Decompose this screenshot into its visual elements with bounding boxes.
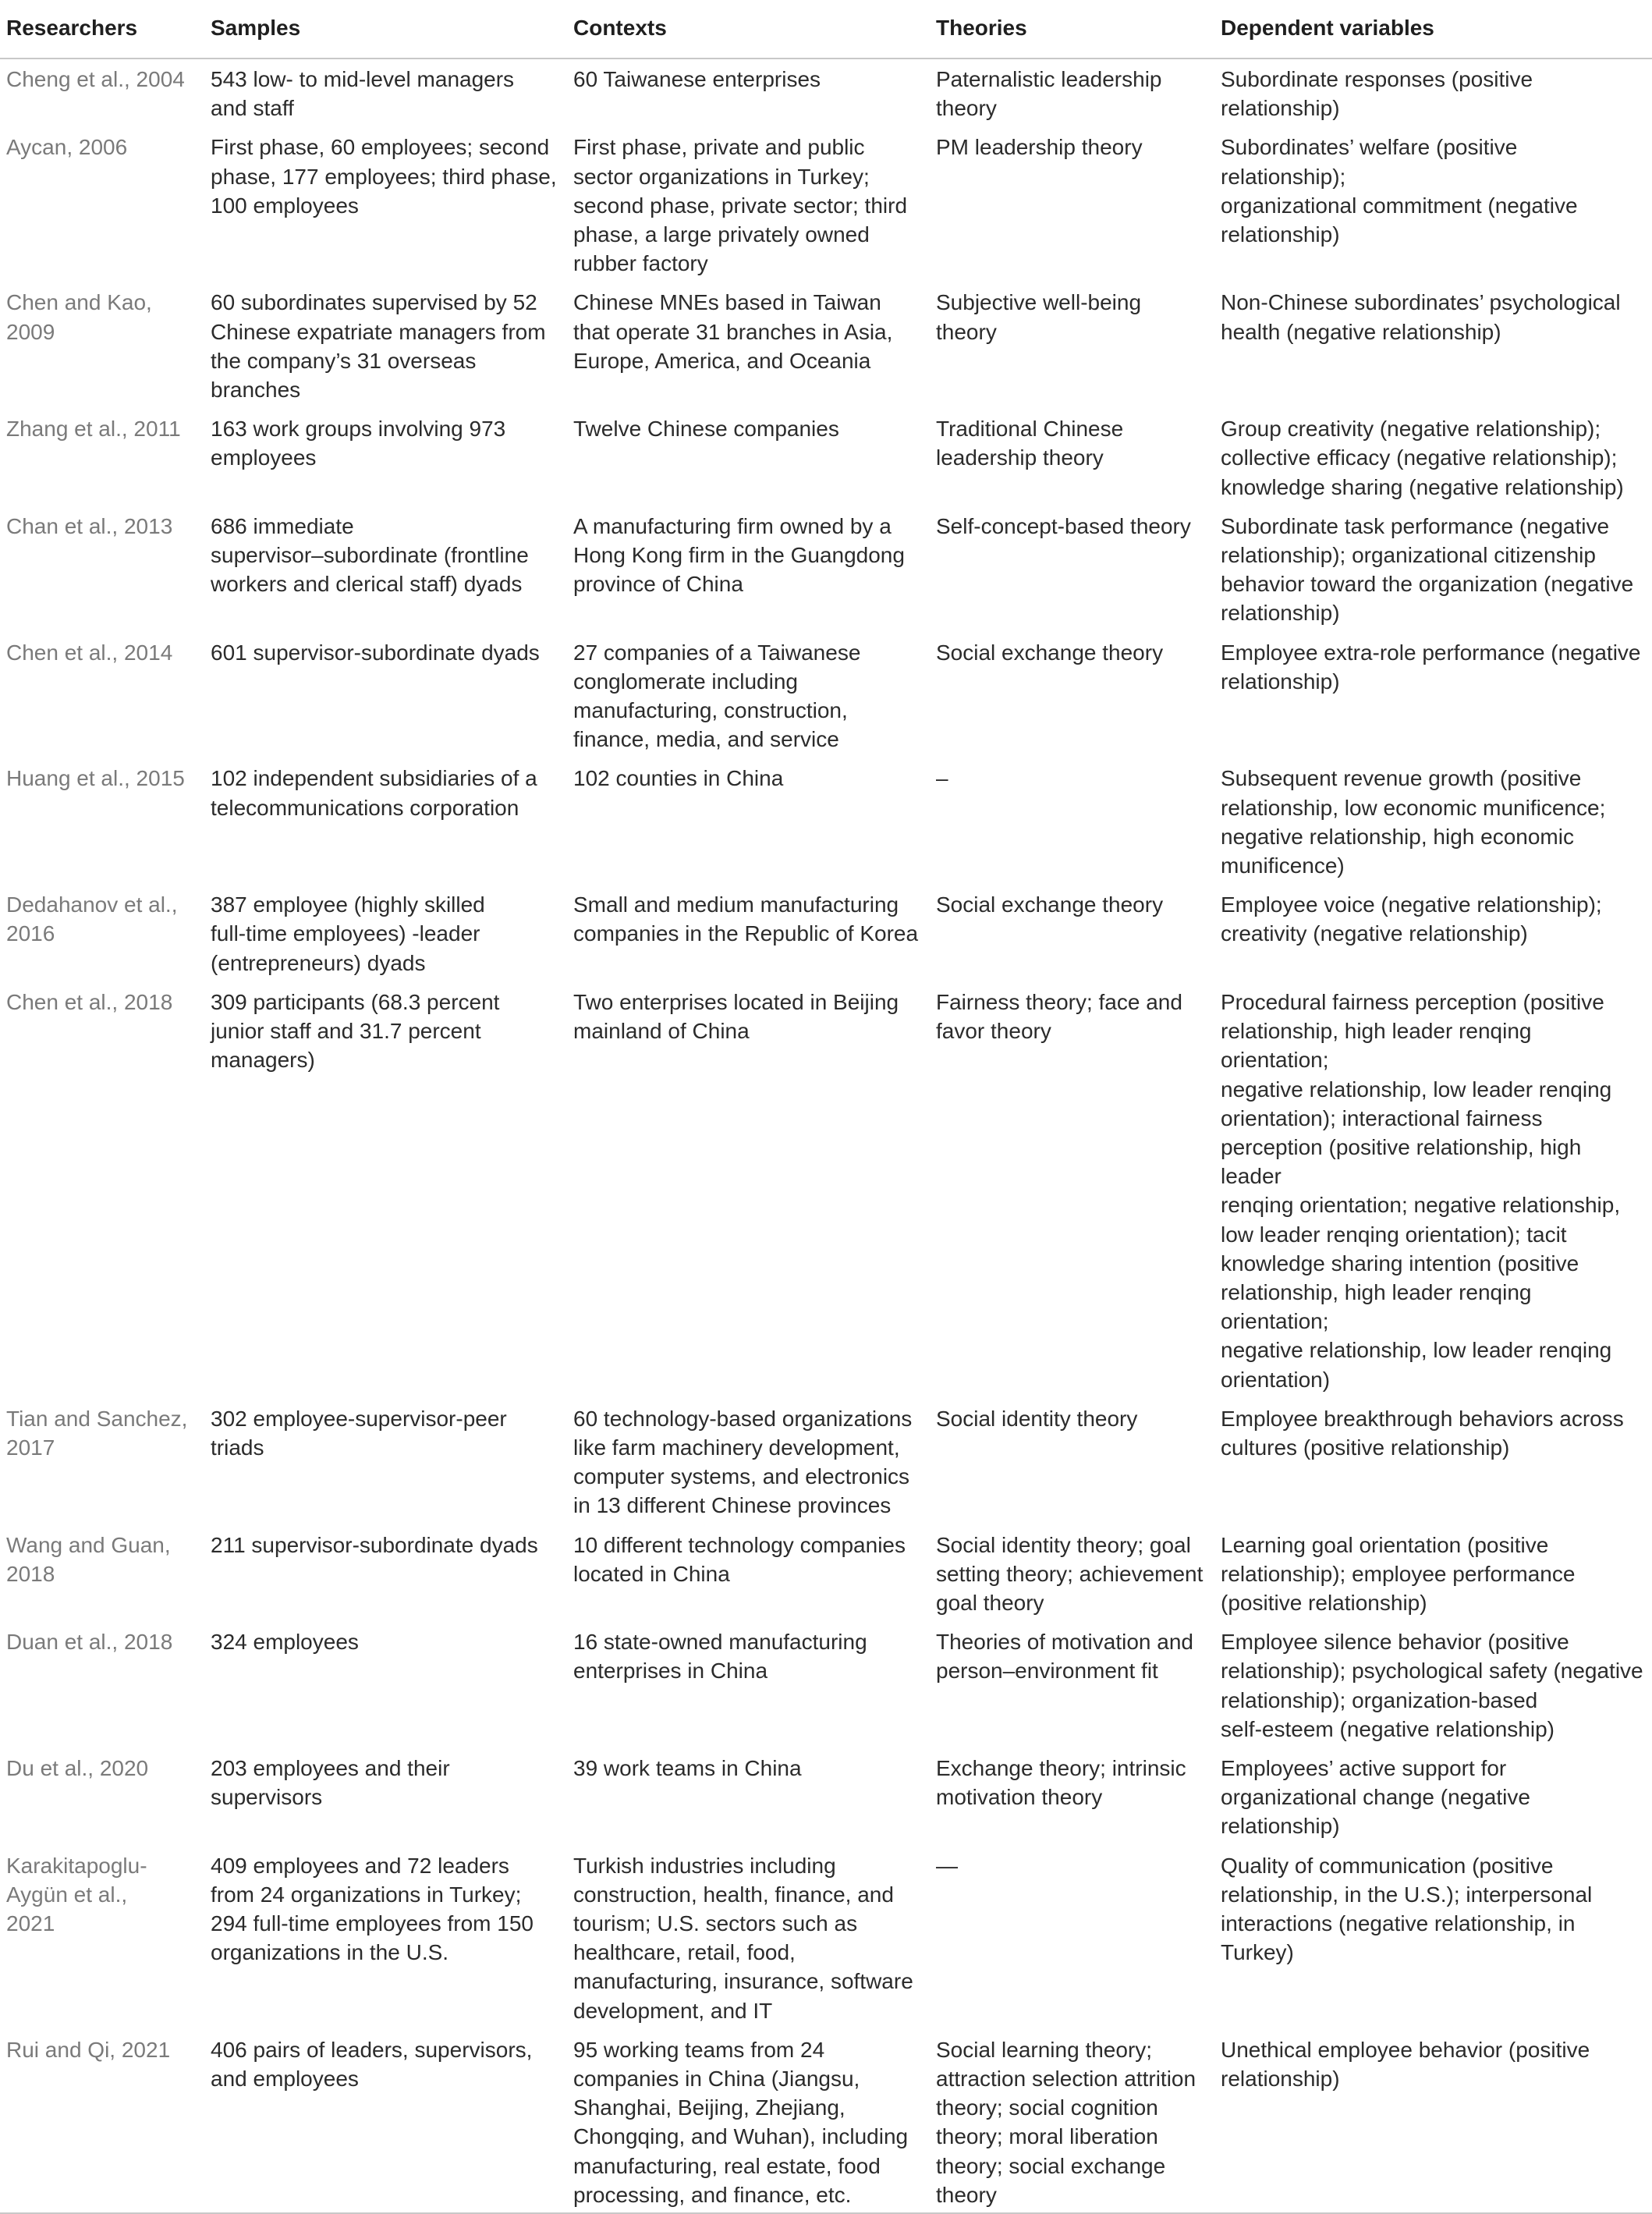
header-theories: Theories bbox=[930, 0, 1214, 59]
researchers-cell: Duan et al., 2018 bbox=[6, 1630, 173, 1655]
theories-cell: Traditional Chinese leadership theory bbox=[936, 417, 1124, 470]
header-researchers: Researchers bbox=[0, 0, 204, 59]
contexts-cell: Twelve Chinese companies bbox=[573, 417, 839, 442]
theories-cell: Theories of motivation and person–environment fit bbox=[936, 1630, 1193, 1684]
dependent-variables-cell: Group creativity (negative relationship); collective efficacy (negative relationship); knowledge sharing (negative relationship) bbox=[1221, 417, 1624, 499]
contexts-cell: 60 technology-based organizations like farm machinery development, computer systems, and electronics in 13 different Chinese provinces bbox=[573, 1406, 913, 1518]
samples-cell: 309 participants (68.3 percent junior staff and 31.7 percent managers) bbox=[211, 989, 500, 1073]
researchers-cell: Chen and Kao, 2009 bbox=[6, 290, 152, 344]
dependent-variables-cell: Quality of communication (positive relationship, in the U.S.); interpersonal interactions (negative relationship, in Turkey) bbox=[1221, 1853, 1593, 1965]
dependent-variables-cell: Non-Chinese subordinates’ psychological health (negative relationship) bbox=[1221, 290, 1621, 344]
theories-cell: Social exchange theory bbox=[936, 892, 1164, 917]
samples-cell: First phase, 60 employees; second phase, 177 employees; third phase, 100 employees bbox=[211, 135, 557, 218]
theories-cell: Paternalistic leadership theory bbox=[936, 67, 1162, 121]
researchers-cell: Chen et al., 2018 bbox=[6, 989, 173, 1014]
contexts-cell: Two enterprises located in Beijing mainland of China bbox=[573, 989, 899, 1044]
table-row bbox=[0, 758, 1652, 885]
table-row bbox=[0, 1622, 1652, 1748]
table-row bbox=[0, 982, 1652, 1399]
dependent-variables-cell: Employee breakthrough behaviors across cultures (positive relationship) bbox=[1221, 1406, 1624, 1460]
researchers-cell: Wang and Guan, 2018 bbox=[6, 1532, 171, 1586]
researchers-cell: Karakitapoglu- Aygün et al., 2021 bbox=[6, 1853, 147, 1935]
table-row bbox=[0, 409, 1652, 506]
table-row bbox=[0, 1399, 1652, 1525]
researchers-cell: Dedahanov et al., 2016 bbox=[6, 892, 178, 946]
researchers-cell: Aycan, 2006 bbox=[6, 135, 128, 160]
dependent-variables-cell: Subordinate task performance (negative relationship); organizational citizenship behavior toward the organization (negative relationship) bbox=[1221, 513, 1634, 626]
table-row bbox=[0, 506, 1652, 633]
researchers-cell: Du et al., 2020 bbox=[6, 1755, 149, 1780]
header-dependent-variables: Dependent variables bbox=[1214, 0, 1652, 59]
table-row bbox=[0, 885, 1652, 982]
samples-cell: 387 employee (highly skilled full-time employees) -leader (entrepreneurs) dyads bbox=[211, 892, 485, 975]
contexts-cell: 27 companies of a Taiwanese conglomerate including manufacturing, construction, finance, media, and service bbox=[573, 640, 861, 752]
theories-cell: Social learning theory; attraction selection attrition theory; social cognition theory; moral liberation theory; social exchange theory bbox=[930, 2030, 1214, 2213]
contexts-cell: Chinese MNEs based in Taiwan that operate 31 branches in Asia, Europe, America, and Oceania bbox=[573, 290, 893, 373]
contexts-cell: Small and medium manufacturing companies in the Republic of Korea bbox=[573, 892, 919, 946]
researchers-cell: Zhang et al., 2011 bbox=[6, 417, 181, 442]
table-row bbox=[0, 59, 1652, 127]
samples-cell: 163 work groups involving 973 employees bbox=[211, 417, 506, 470]
header-row bbox=[0, 0, 1652, 59]
theories-cell: Exchange theory; intrinsic motivation theory bbox=[936, 1755, 1186, 1810]
contexts-cell: 16 state-owned manufacturing enterprises in China bbox=[573, 1630, 867, 1684]
contexts-cell: 39 work teams in China bbox=[573, 1755, 802, 1780]
researchers-cell: Rui and Qi, 2021 bbox=[0, 2030, 204, 2213]
dependent-variables-cell: Unethical employee behavior (positive relationship) bbox=[1214, 2030, 1652, 2213]
samples-cell: 60 subordinates supervised by 52 Chinese expatriate managers from the company’s 31 overseas branches bbox=[211, 290, 546, 403]
header-contexts: Contexts bbox=[567, 0, 930, 59]
theories-cell: Social identity theory bbox=[936, 1406, 1138, 1431]
contexts-cell: A manufacturing firm owned by a Hong Kong firm in the Guangdong province of China bbox=[573, 513, 905, 597]
researchers-cell: Cheng et al., 2004 bbox=[6, 67, 185, 91]
dependent-variables-cell: Employee extra-role performance (negative relationship) bbox=[1221, 640, 1641, 694]
theories-cell: Social identity theory; goal setting theory; achievement goal theory bbox=[936, 1532, 1204, 1615]
table-row bbox=[0, 127, 1652, 282]
samples-cell: 406 pairs of leaders, supervisors, and employees bbox=[204, 2030, 567, 2213]
contexts-cell: 10 different technology companies located in China bbox=[573, 1532, 906, 1586]
samples-cell: 203 employees and their supervisors bbox=[211, 1755, 450, 1810]
theories-cell: Social exchange theory bbox=[936, 640, 1164, 665]
theories-cell: – bbox=[936, 766, 948, 791]
contexts-cell: 102 counties in China bbox=[573, 766, 784, 791]
contexts-cell: First phase, private and public sector organizations in Turkey; second phase, private sector; third phase, a large privately owned rubber factory bbox=[573, 135, 908, 276]
samples-cell: 686 immediate supervisor–subordinate (frontline workers and clerical staff) dyads bbox=[211, 513, 529, 597]
samples-cell: 601 supervisor-subordinate dyads bbox=[211, 640, 540, 665]
theories-cell: Fairness theory; face and favor theory bbox=[936, 989, 1182, 1044]
table-header bbox=[0, 0, 1652, 59]
table-row bbox=[0, 282, 1652, 409]
dependent-variables-cell: Procedural fairness perception (positive relationship, high leader renqing orientation; negative relationship, low leader renqing orientation); interactional fairness perception (positive relationship, high leader renqing orientation; negative relationship, low leader renqing orientation); tacit knowledge sharing intention (positive relationship, high leader renqing orientation; negative relationship, low leader renqing orientation) bbox=[1221, 989, 1621, 1392]
dependent-variables-cell: Subordinates’ welfare (positive relationship); organizational commitment (negative relationship) bbox=[1221, 135, 1578, 247]
table-row bbox=[0, 1525, 1652, 1623]
header-samples: Samples bbox=[204, 0, 567, 59]
researchers-cell: Chen et al., 2014 bbox=[6, 640, 173, 665]
contexts-cell: 95 working teams from 24 companies in China (Jiangsu, Shanghai, Beijing, Zhejiang, Chongqing, and Wuhan), including manufacturing, real estate, food processing, and finance, etc. bbox=[567, 2030, 930, 2213]
researchers-cell: Huang et al., 2015 bbox=[6, 766, 185, 791]
samples-cell: 211 supervisor-subordinate dyads bbox=[211, 1532, 538, 1557]
theories-cell: Self-concept-based theory bbox=[936, 513, 1191, 538]
dependent-variables-cell: Subordinate responses (positive relationship) bbox=[1221, 67, 1533, 121]
researchers-cell: Tian and Sanchez, 2017 bbox=[6, 1406, 188, 1460]
dependent-variables-cell: Employee silence behavior (positive relationship); psychological safety (negative relationship); organization-based self-esteem (negative relationship) bbox=[1221, 1630, 1643, 1741]
table-row bbox=[0, 633, 1652, 759]
table-body bbox=[0, 59, 1652, 2213]
samples-cell: 324 employees bbox=[211, 1630, 359, 1655]
theories-cell: PM leadership theory bbox=[936, 135, 1143, 160]
samples-cell: 409 employees and 72 leaders from 24 organizations in Turkey; 294 full-time employees from 150 organizations in the U.S. bbox=[211, 1853, 534, 1965]
theories-cell: — bbox=[936, 1853, 958, 1878]
dependent-variables-cell: Employees’ active support for organizational change (negative relationship) bbox=[1221, 1755, 1530, 1839]
dependent-variables-cell: Employee voice (negative relationship); creativity (negative relationship) bbox=[1221, 892, 1602, 946]
dependent-variables-cell: Subsequent revenue growth (positive relationship, low economic munificence; negative relationship, high economic munificence) bbox=[1221, 766, 1606, 878]
samples-cell: 102 independent subsidiaries of a telecommunications corporation bbox=[211, 766, 537, 820]
table-row bbox=[0, 1748, 1652, 1846]
samples-cell: 543 low- to mid-level managers and staff bbox=[211, 67, 515, 121]
contexts-cell: Turkish industries including construction, health, finance, and tourism; U.S. sectors such as healthcare, retail, food, manufacturing, insurance, software development, and IT bbox=[573, 1853, 913, 2023]
samples-cell: 302 employee-supervisor-peer triads bbox=[211, 1406, 507, 1460]
dependent-variables-cell: Learning goal orientation (positive relationship); employee performance (positive relationship) bbox=[1221, 1532, 1576, 1615]
theories-cell: Subjective well-being theory bbox=[936, 290, 1142, 344]
table-row bbox=[0, 1846, 1652, 2030]
contexts-cell: 60 Taiwanese enterprises bbox=[573, 67, 821, 91]
table-row bbox=[0, 2030, 1652, 2213]
researchers-cell: Chan et al., 2013 bbox=[6, 513, 173, 538]
